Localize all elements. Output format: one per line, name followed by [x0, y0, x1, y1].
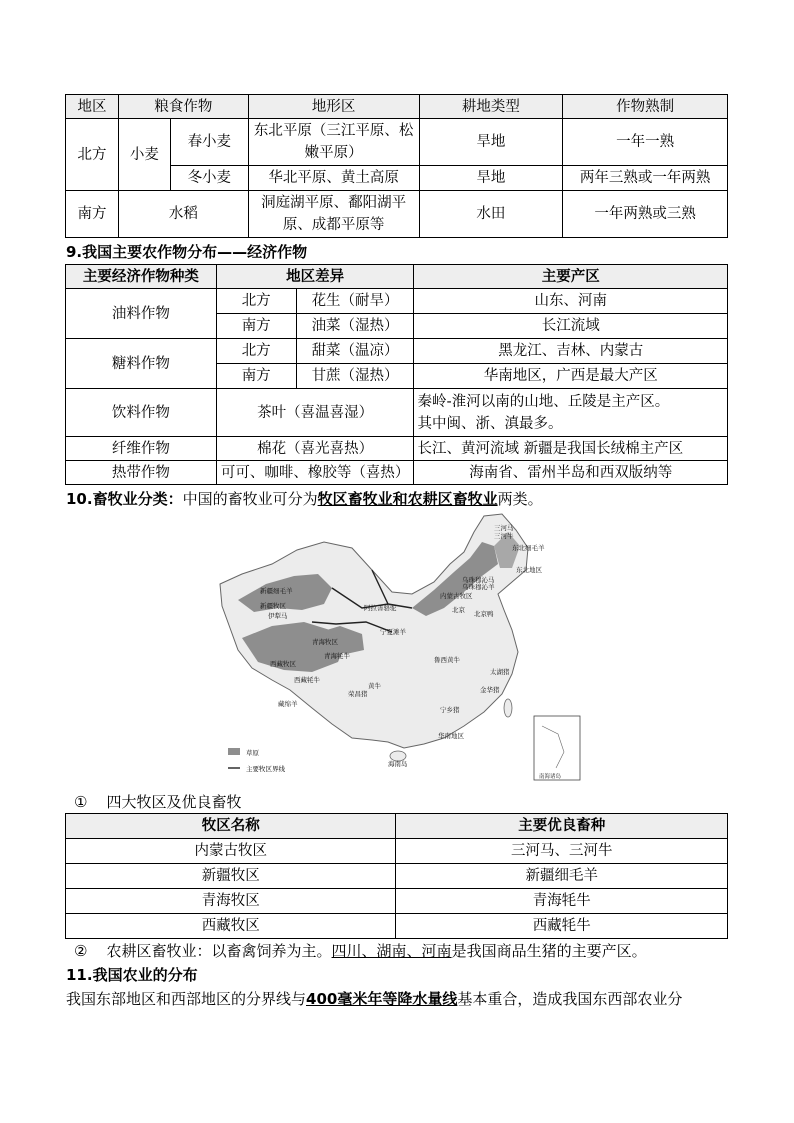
header-terrain: 地形区 — [248, 95, 419, 119]
map-label: 东北地区 — [516, 566, 542, 574]
cash-crop-table — [65, 264, 728, 485]
south-terrain: 洞庭湖平原、鄱阳湖平原、成都平原等 — [248, 191, 419, 238]
oil-south: 南方 — [216, 314, 296, 339]
subsection-2 — [74, 940, 647, 961]
map-label: 金华猪 — [480, 686, 500, 694]
oil-north-crop: 花生（耐旱） — [296, 289, 414, 314]
oil-south-crop: 油菜（湿热） — [296, 314, 414, 339]
sugar-north-area: 黑龙江、吉林、内蒙古 — [414, 339, 728, 364]
oil-crop-type: 油料作物 — [66, 289, 217, 339]
pasture-name: 西藏牧区 — [66, 914, 396, 939]
south-sea-inset — [534, 716, 580, 780]
tropical-crop-type: 热带作物 — [66, 461, 217, 485]
spring-land: 旱地 — [419, 119, 563, 166]
section-11-emph: 400毫米年等降水量线 — [306, 990, 458, 1008]
header-cash-type: 主要经济作物种类 — [66, 265, 217, 289]
section-11-title: 11.我国农业的分布 — [66, 966, 198, 984]
map-label: 新疆细毛羊 — [260, 587, 293, 595]
header-region: 地区 — [66, 95, 119, 119]
header-breed: 主要优良畜种 — [396, 814, 728, 839]
map-label: 西藏牧区 — [270, 660, 296, 668]
header-main-area: 主要产区 — [414, 265, 728, 289]
map-label: 东北细毛羊 — [512, 544, 545, 552]
map-label: 华南地区 — [438, 732, 464, 740]
section-10-text2: 两类。 — [497, 490, 543, 508]
pasture-breed: 三河马、三河牛 — [396, 839, 728, 864]
section-11-paragraph — [66, 988, 682, 1009]
legend-grass-swatch — [228, 748, 240, 755]
spring-wheat: 春小麦 — [170, 119, 248, 166]
sub2-emph: 四川、湖南、河南 — [331, 942, 452, 960]
section-10-label: 10.畜牧业分类： — [66, 490, 183, 508]
fiber-crop-type: 纤维作物 — [66, 437, 217, 461]
sub1-text: 四大牧区及优良畜牧 — [106, 793, 242, 811]
map-label: 海南岛 — [388, 760, 408, 768]
winter-system: 两年三熟或一年两熟 — [563, 166, 728, 191]
fiber-area: 长江、黄河流域 新疆是我国长绒棉主产区 — [414, 437, 728, 461]
oil-north-area: 山东、河南 — [414, 289, 728, 314]
sub2-num: ② — [74, 942, 88, 960]
taiwan-island — [504, 699, 512, 717]
beverage-area-line2: 其中闽、浙、滇最多。 — [417, 415, 563, 432]
tropical-crop: 可可、咖啡、橡胶等（喜热） — [216, 461, 414, 485]
sugar-crop-type: 糖料作物 — [66, 339, 217, 389]
map-label: 青海牧区 — [312, 638, 338, 646]
pasture-name: 内蒙古牧区 — [66, 839, 396, 864]
map-label: 伊犁马 — [268, 612, 288, 620]
winter-wheat: 冬小麦 — [170, 166, 248, 191]
pasture-breed: 青海牦牛 — [396, 889, 728, 914]
beverage-crop-type: 饮料作物 — [66, 389, 217, 437]
section-11-text2: 基本重合，造成我国东西部农业分 — [457, 990, 683, 1008]
sugar-north-crop: 甜菜（温凉） — [296, 339, 414, 364]
oil-south-area: 长江流域 — [414, 314, 728, 339]
sugar-north: 北方 — [216, 339, 296, 364]
map-label: 内蒙古牧区 — [440, 592, 473, 600]
beverage-area-line1: 秦岭-淮河以南的山地、丘陵是主产区。 — [417, 393, 670, 410]
header-cropping-system: 作物熟制 — [563, 95, 728, 119]
sugar-south-crop: 甘蔗（湿热） — [296, 364, 414, 389]
pasture-name: 新疆牧区 — [66, 864, 396, 889]
map-label: 西藏牦牛 — [294, 676, 320, 684]
header-land-type: 耕地类型 — [419, 95, 563, 119]
winter-terrain: 华北平原、黄土高原 — [248, 166, 419, 191]
section-9-title: 9.我国主要农作物分布——经济作物 — [66, 243, 308, 261]
north-crop: 小麦 — [118, 119, 170, 191]
tropical-area: 海南省、雷州半岛和西双版纳等 — [414, 461, 728, 485]
spring-terrain: 东北平原（三江平原、松嫩平原） — [248, 119, 419, 166]
sugar-south: 南方 — [216, 364, 296, 389]
legend-line-label: 主要牧区界线 — [246, 765, 285, 773]
sub1-num: ① — [74, 793, 88, 811]
south-land: 水田 — [419, 191, 563, 238]
legend-grass-label: 草原 — [246, 749, 259, 757]
sub2-text2: 是我国商品生猪的主要产区。 — [451, 942, 647, 960]
map-label: 藏绵羊 — [278, 700, 298, 708]
header-pasture-name: 牧区名称 — [66, 814, 396, 839]
map-label: 青海牦牛 — [324, 652, 350, 660]
header-regional-diff: 地区差异 — [216, 265, 414, 289]
oil-north: 北方 — [216, 289, 296, 314]
map-label: 北京 — [452, 606, 465, 614]
pasture-table — [65, 813, 728, 939]
sugar-south-area: 华南地区，广西是最大产区 — [414, 364, 728, 389]
south-region: 南方 — [66, 191, 119, 238]
map-label: 黄牛 — [368, 682, 381, 690]
map-label: 北京鸭 — [474, 610, 494, 618]
map-label: 新疆牧区 — [260, 602, 286, 610]
map-label: 荣昌猪 — [348, 690, 368, 698]
section-11-text1: 我国东部地区和西部地区的分界线与 — [66, 990, 307, 1008]
north-region: 北方 — [66, 119, 119, 191]
beverage-area — [414, 389, 728, 437]
pasture-name: 青海牧区 — [66, 889, 396, 914]
map-label: 阿拉善骆驼 — [364, 604, 397, 612]
map-label: 宁乡猪 — [440, 706, 460, 714]
section-10-line — [66, 488, 543, 509]
china-livestock-map — [212, 512, 584, 784]
beverage-crop: 茶叶（喜温喜湿） — [216, 389, 414, 437]
sub2-text1: 农耕区畜牧业：以畜禽饲养为主。 — [106, 942, 332, 960]
fiber-crop: 棉花（喜光喜热） — [216, 437, 414, 461]
map-label: 三河马 — [494, 524, 514, 532]
section-10-emph: 牧区畜牧业和农耕区畜牧业 — [317, 490, 498, 508]
header-grain-crop: 粮食作物 — [118, 95, 248, 119]
spring-system: 一年一熟 — [563, 119, 728, 166]
map-label: 宁夏滩羊 — [380, 628, 406, 636]
subsection-1 — [74, 791, 242, 812]
section-10-text1: 中国的畜牧业可分为 — [182, 490, 318, 508]
map-label: 乌珠穆沁马 — [462, 576, 495, 584]
grain-crop-table — [65, 94, 728, 238]
map-label: 乌珠穆沁羊 — [462, 583, 495, 591]
map-label: 鲁西黄牛 — [434, 656, 460, 664]
map-label: 太湖猪 — [490, 668, 510, 676]
map-label: 三河牛 — [494, 532, 514, 540]
south-crop: 水稻 — [118, 191, 248, 238]
map-label: 南海诸岛 — [539, 774, 562, 780]
pasture-breed: 新疆细毛羊 — [396, 864, 728, 889]
south-system: 一年两熟或三熟 — [563, 191, 728, 238]
winter-land: 旱地 — [419, 166, 563, 191]
pasture-breed: 西藏牦牛 — [396, 914, 728, 939]
